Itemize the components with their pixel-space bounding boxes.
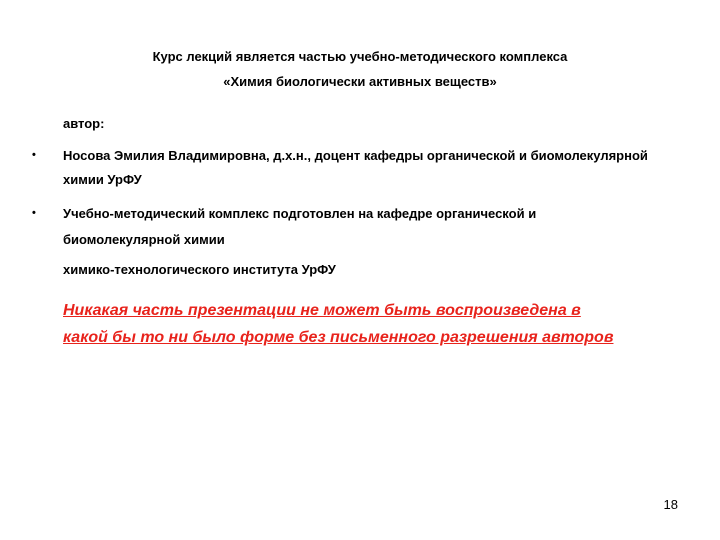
author-label: автор:	[63, 116, 105, 131]
page-number: 18	[663, 497, 678, 512]
course-title-line-2: «Химия биологически активных веществ»	[223, 74, 497, 89]
department-line-2: биомолекулярной химии	[63, 232, 225, 247]
bullet-2-marker: •	[32, 207, 36, 219]
author-name-line-1: Носова Эмилия Владимировна, д.х.н., доцент кафедры органической и биомолекулярной	[63, 148, 648, 163]
course-title-line-1: Курс лекций является частью учебно-методического комплекса	[152, 49, 568, 64]
copyright-warning-line-1: Никакая часть презентации не может быть воспроизведена в	[63, 302, 581, 319]
department-line-3: химико-технологического института УрФУ	[63, 262, 336, 277]
department-line-1: Учебно-методический комплекс подготовлен на кафедре органической и	[63, 206, 537, 221]
author-name-line-2: химии УрФУ	[63, 172, 142, 187]
bullet-1-marker: •	[32, 149, 36, 161]
copyright-warning-line-2: какой бы то ни было форме без письменного разрешения авторов	[63, 329, 614, 346]
